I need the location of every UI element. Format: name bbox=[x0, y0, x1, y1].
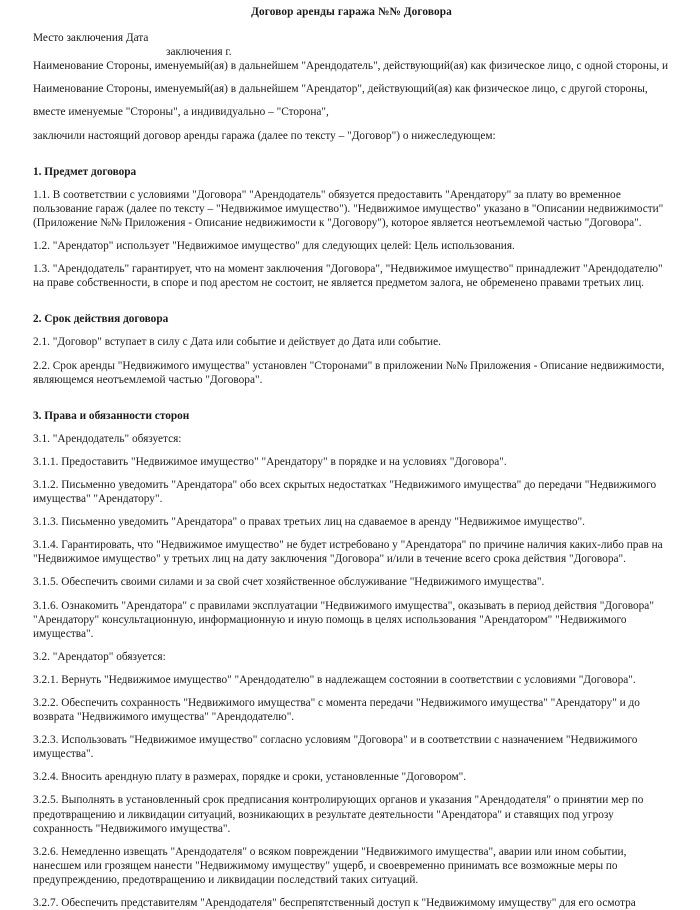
clause-3-1-3: 3.1.3. Письменно уведомить "Арендатора" о правах третьих лиц на сдаваемое в аренду "Недвижимое имущество". bbox=[33, 516, 585, 529]
clause-3-2: 3.2. "Арендатор" обязуется: bbox=[33, 650, 166, 663]
parties-definition-paragraph: вместе именуемые "Стороны", а индивидуально – "Сторона", bbox=[33, 106, 329, 119]
clause-1-2: 1.2. "Арендатор" использует "Недвижимое имущество" для следующих целей: Цель использования. bbox=[33, 240, 515, 253]
section-heading-2: 2. Срок действия договора bbox=[33, 313, 169, 326]
section-spacer bbox=[33, 152, 670, 165]
clause-3-1-6: 3.1.6. Ознакомить "Арендатора" с правилами эксплуатации "Недвижимого имущества", оказывать в период действия "Договора" "Арендатору" консультационную, информационную и иную помощь в целях использования "Арендатором" "Недвижимого имущества". bbox=[33, 599, 654, 640]
clause-3-1-1: 3.1.1. Предоставить "Недвижимое имущество" "Арендатору" в порядке и на условиях "Договора". bbox=[33, 455, 507, 468]
clause-1-3: 1.3. "Арендодатель" гарантирует, что на момент заключения "Договора", "Недвижимое имущество" принадлежит "Арендодателю" на праве собственности, в споре и под арестом не состоит, не является предметом залога, не обременено правами третьих лиц. bbox=[33, 263, 663, 290]
place-of-conclusion-line: Место заключения Дата bbox=[33, 32, 149, 45]
clause-3-2-5: 3.2.5. Выполнять в установленный срок предписания контролирующих органов и указания "Арендодателя" о принятии мер по предотвращению и ликвидации ситуаций, возникающих в результате деятельности "Арендатора" и ставящих под угрозу сохранность "Недвижимого имущества". bbox=[33, 794, 644, 835]
clause-3-1-5: 3.1.5. Обеспечить своими силами и за свой счет хозяйственное обслуживание "Недвижимого имущества". bbox=[33, 576, 545, 589]
section-spacer bbox=[33, 299, 670, 312]
clause-1-1: 1.1. В соответствии с условиями "Договора" "Арендодатель" обязуется предоставить "Арендатору" за плату во временное пользование гараж (далее по тексту – "Недвижимое имущество"). "Недвижимое имущество" указано в "Описании недвижимости" (Приложение №№ Приложения - Описание недвижимости к "Договору"), которое является неотъемлемой частью "Договора". bbox=[33, 188, 664, 229]
clause-3-1-2: 3.1.2. Письменно уведомить "Арендатора" обо всех скрытых недостатках "Недвижимого имущества" до передачи "Недвижимого имущества" "Арендатору". bbox=[33, 478, 657, 506]
clause-3-2-7: 3.2.7. Обеспечить представителям "Арендодателя" беспрепятственный доступ к "Недвижимому имуществу" для его осмотра bbox=[33, 897, 636, 910]
page-title: Договор аренды гаража №№ Договора bbox=[251, 6, 452, 18]
clause-3-2-6: 3.2.6. Немедленно извещать "Арендодателя" о всяком повреждении "Недвижимого имущества", аварии или ином событии, нанесшем или грозящем нанести "Недвижимому имуществу" ущерб, и своевременно принимать все возможные меры по предупреждению, предотвращению и ликвидации последствий таких ситуаций. bbox=[33, 845, 627, 886]
clause-2-1: 2.1. "Договор" вступает в силу с Дата или событие и действует до Дата или событие. bbox=[33, 336, 441, 349]
clause-3-1-4: 3.1.4. Гарантировать, что "Недвижимое имущество" не будет истребовано у "Арендатора" по причине наличия каких-либо прав на "Недвижимое имущество" у третьих лиц на дату заключения "Договора" и/или в течение всего срока действия "Договора". bbox=[33, 539, 663, 566]
agreement-conclusion-paragraph: заключили настоящий договор аренды гаража (далее по тексту – "Договор") о нижеследующем: bbox=[33, 129, 496, 142]
clause-3-2-1: 3.2.1. Вернуть "Недвижимое имущество" "Арендодателю" в надлежащем состоянии в соответствии с условиями "Договора". bbox=[33, 673, 636, 686]
clause-3-2-4: 3.2.4. Вносить арендную плату в размерах, порядке и сроки, установленные "Договором". bbox=[33, 771, 467, 784]
clause-3-2-2: 3.2.2. Обеспечить сохранность "Недвижимого имущества" с момента передачи "Недвижимого имущества" "Арендатору" и до возврата "Недвижимого имущества" "Арендодателю". bbox=[33, 697, 640, 724]
clause-3-2-3: 3.2.3. Использовать "Недвижимое имущество" согласно условиям "Договора" и в соответствии с назначением "Недвижимого имущества". bbox=[33, 734, 638, 761]
section-heading-1: 1. Предмет договора bbox=[33, 165, 137, 178]
section-heading-3: 3. Права и обязанности сторон bbox=[33, 409, 190, 422]
date-of-conclusion-continuation: заключения г. bbox=[166, 46, 232, 59]
landlord-party-paragraph: Наименование Стороны, именуемый(ая) в дальнейшем "Арендодатель", действующий(ая) как физическое лицо, с одной стороны, и bbox=[33, 60, 669, 73]
clause-2-2: 2.2. Срок аренды "Недвижимого имущества" установлен "Сторонами" в приложении №№ Приложения - Описание недвижимости, являющемся неотъемлемой частью "Договора". bbox=[33, 359, 665, 386]
section-spacer bbox=[33, 396, 670, 409]
tenant-party-paragraph: Наименование Стороны, именуемый(ая) в дальнейшем "Арендатор", действующий(ая) как физическое лицо, с другой стороны, bbox=[33, 83, 648, 96]
clause-3-1: 3.1. "Арендодатель" обязуется: bbox=[33, 432, 182, 445]
